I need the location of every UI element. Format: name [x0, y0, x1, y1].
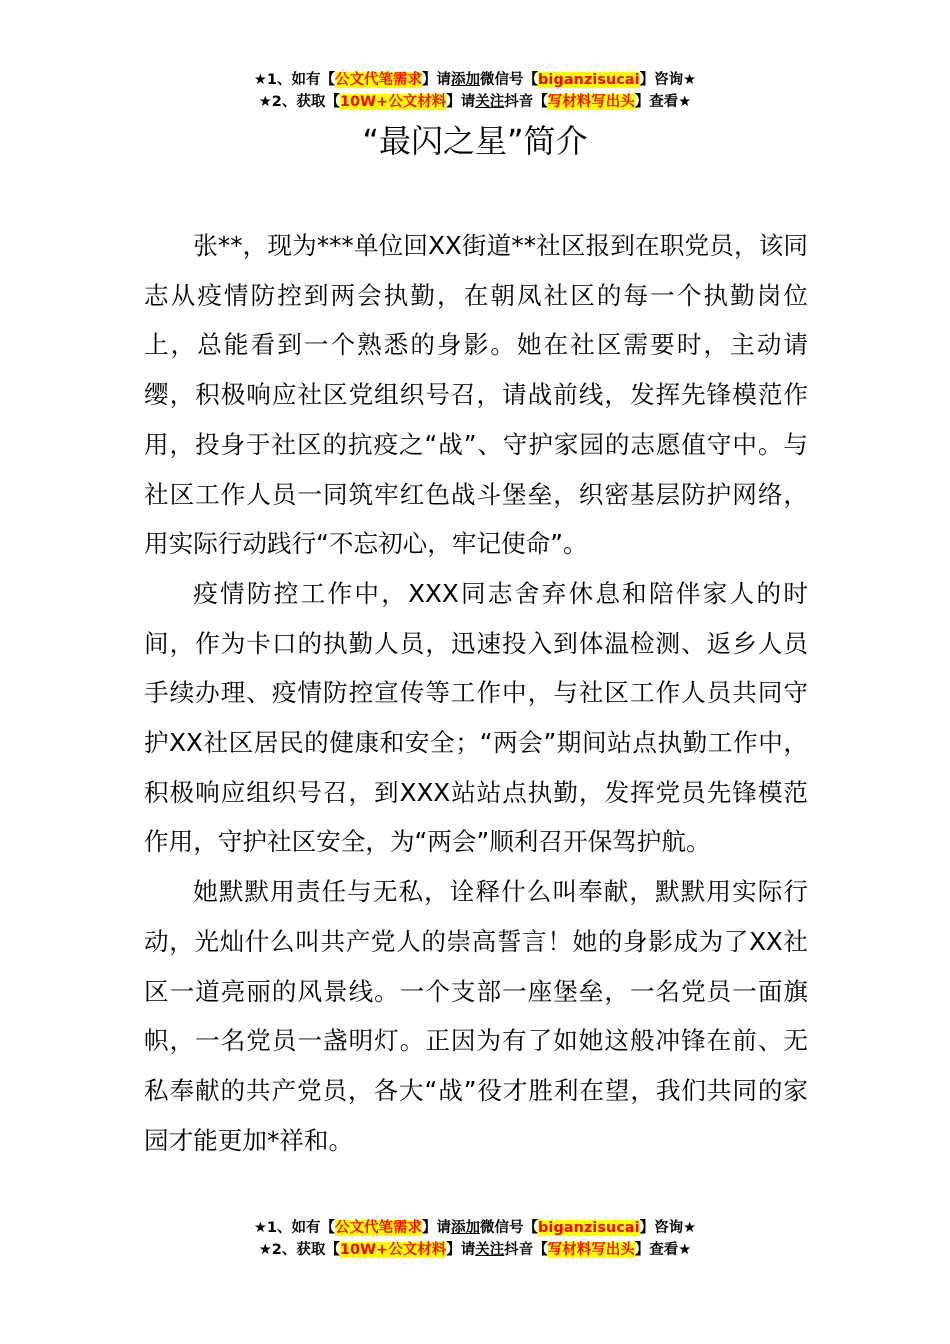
highlight-text: 写材料写出头 — [547, 94, 635, 110]
underlined-text: 添加 — [451, 72, 481, 88]
banner-text: 微信号【 — [480, 1220, 539, 1236]
banner-text: 】请 — [446, 1242, 476, 1258]
banner-text: 抖音【 — [504, 1242, 548, 1258]
banner-text: 】请 — [422, 1220, 452, 1236]
banner-text: 】请 — [446, 94, 476, 110]
page-title: “最闪之星”简介 — [362, 122, 588, 160]
highlight-text: 10W+公文材料 — [339, 1242, 447, 1258]
paragraph-1: 张**，现为***单位回XX街道**社区报到在职党员，该同志从疫情防控到两会执勤，在朝凤社区的每一个执勤岗位上，总能看到一个熟悉的身影。她在社区需要时，主动请缨，积极响应社区党组织号召，请战前线，发挥先锋模范作用，投身于社区的抗疫之“战”、守护家园的志愿值守中。与社区工作人员一同筑牢红色战斗堡垒，织密基层防护网络，用实际行动践行“不忘初心，牢记使命”。 — [144, 231, 808, 559]
highlight-text: biganzisucai — [538, 72, 640, 88]
banner-text: ★2、获取【 — [258, 94, 340, 110]
highlight-text: 公文代笔需求 — [335, 1220, 423, 1236]
highlight-text: 写材料写出头 — [547, 1242, 635, 1258]
footer-line-1 — [0, 1217, 950, 1239]
paragraph-2: 疫情防控工作中，XXX同志舍弃休息和陪伴家人的时间，作为卡口的执勤人员，迅速投入到体温检测、返乡人员手续办理、疫情防控宣传等工作中，与社区工作人员共同守护XX社区居民的健康和安全；“两会”期间站点执勤工作中，积极响应组织号召，到XXX站站点执勤，发挥党员先锋模范作用，守护社区安全，为“两会”顺利召开保驾护航。 — [144, 578, 808, 857]
header-line-1 — [0, 69, 950, 91]
banner-text: 】请 — [422, 72, 452, 88]
banner-text: ★1、如有【 — [253, 1220, 336, 1236]
banner-text: 】咨询★ — [639, 72, 697, 88]
banner-text: 】查看★ — [634, 1242, 692, 1258]
underlined-text: 添加 — [451, 1220, 481, 1236]
banner-text: ★2、获取【 — [258, 1242, 340, 1258]
highlight-text: 公文代笔需求 — [335, 72, 423, 88]
footer-banner — [0, 1217, 950, 1261]
banner-text: 抖音【 — [504, 94, 548, 110]
header-line-2 — [0, 91, 950, 113]
underlined-text: 关注 — [475, 1242, 505, 1258]
banner-text: 】查看★ — [634, 94, 692, 110]
paragraph-3: 她默默用责任与无私，诠释什么叫奉献，默默用实际行动，光灿什么叫共产党人的崇高誓言！她的身影成为了XX社区一道亮丽的风景线。一个支部一座堡垒，一名党员一面旗帜，一名党员一盏明灯。正因为有了如她这般冲锋在前、无私奉献的共产党员，各大“战”役才胜利在望，我们共同的家园才能更加*祥和。 — [144, 877, 808, 1155]
document-body — [144, 221, 808, 1165]
header-banner — [0, 69, 950, 113]
banner-text: ★1、如有【 — [253, 72, 336, 88]
footer-line-2 — [0, 1239, 950, 1261]
banner-text: 】咨询★ — [639, 1220, 697, 1236]
highlight-text: 10W+公文材料 — [339, 94, 447, 110]
banner-text: 微信号【 — [480, 72, 539, 88]
underlined-text: 关注 — [475, 94, 505, 110]
highlight-text: biganzisucai — [538, 1220, 640, 1236]
